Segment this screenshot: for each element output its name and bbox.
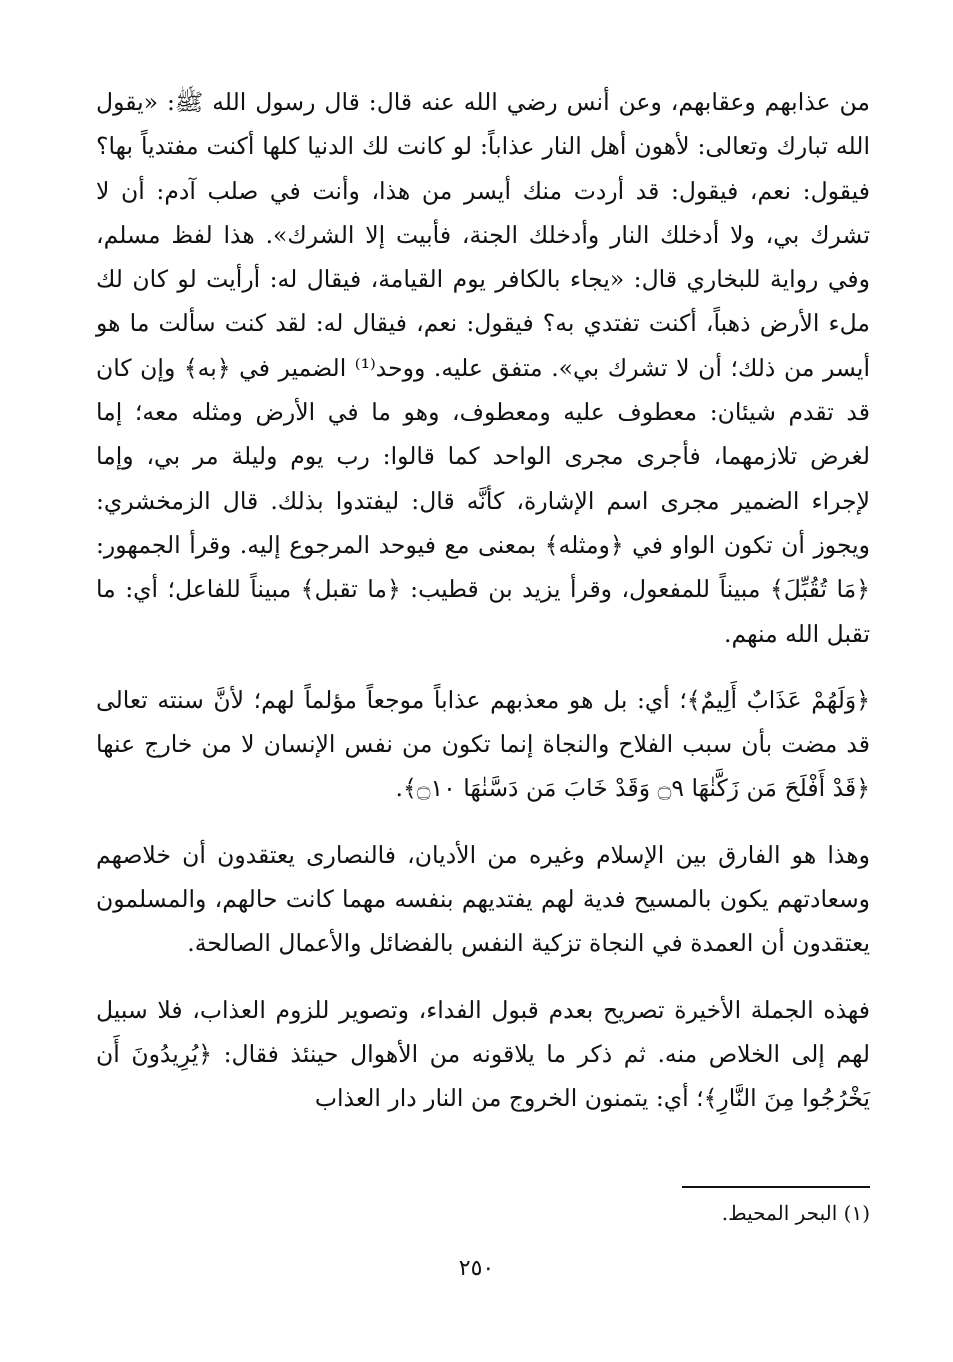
- paragraph-spacer: [96, 811, 870, 833]
- paragraph-religions-difference: وهذا هو الفارق بين الإسلام وغيره من الأديان، فالنصارى يعتقدون أن خلاصهم وسعادتهم يكون بالمسيح فدية لهم يفتديهم بنفسه مهما كانت حالهم، والمسلمون يعتقدون أن العمدة في النجاة تزكية النفس بالفضائل والأعمال الصالحة.: [96, 840, 870, 958]
- paragraph-painful-punishment: ﴿وَلَهُمْ عَذَابٌ أَلِيمٌ﴾؛ أي: بل هو معذبهم عذاباً موجعاً مؤلماً لهم؛ لأنَّ سنته تعالى قد مضت بأن سبب الفلاح والنجاة إنما تكون من نفس الإنسان لا من خارج عنها ﴿قَدْ أَفْلَحَ مَن زَكَّنٰهَا ۝٩ وَقَدْ خَابَ مَن دَسَّنٰهَا ۝١٠﴾.: [96, 685, 870, 803]
- footnote-marker: (١): [843, 1201, 870, 1225]
- footnote: [96, 1198, 870, 1228]
- footnote-text: البحر المحيط.: [721, 1201, 838, 1225]
- footnote-divider: [682, 1186, 870, 1188]
- paragraph-spacer: [96, 966, 870, 988]
- page-body: [96, 80, 870, 1121]
- paragraph-hadith-commentary: من عذابهم وعقابهم، وعن أنس رضي الله عنه قال: قال رسول الله ﷺ: «يقول الله تبارك وتعالى: لأهون أهل النار عذاباً: لو كانت لك الدنيا كلها أكنت مفتدياً بها؟ فيقول: نعم، فيقول: قد أردت منك أيسر من هذا، وأنت في صلب آدم: أن لا تشرك بي، ولا أدخلك النار وأدخلك الجنة، فأبيت إلا الشرك». هذا لفظ مسلم، وفي رواية للبخاري قال: «يجاء بالكافر يوم القيامة، فيقال له: أرأيت لو كان لك ملء الأرض ذهباً، أكنت تفتدي به؟ فيقول: نعم، فيقال له: لقد كنت سألت ما هو أيسر من ذلك؛ أن لا تشرك بي». متفق عليه. ووحد⁽¹⁾ الضمير في ﴿به﴾ وإن كان قد تقدم شيئان: معطوف عليه ومعطوف، وهو ما في الأرض ومثله معه؛ إما لغرض تلازمهما، فأجرى مجرى الواحد كما قالوا: رب يوم وليلة مر بي، وإما لإجراء الضمير مجرى اسم الإشارة، كأنَّه قال: ليفتدوا بذلك. قال الزمخشري: ويجوز أن تكون الواو في ﴿ومثله﴾ بمعنى مع فيوحد المرجوع إليه. وقرأ الجمهور: ﴿مَا تُقُبِّلَ﴾ مبيناً للمفعول، وقرأ يزيد بن قطيب: ﴿ما تقبل﴾ مبيناً للفاعل؛ أي: ما تقبل الله منهم.: [96, 88, 870, 648]
- page-number: ٢٥٠: [458, 1256, 495, 1281]
- paragraph-spacer: [96, 656, 870, 678]
- paragraph-no-ransom: فهذه الجملة الأخيرة تصريح بعدم قبول الفداء، وتصوير للزوم العذاب، فلا سبيل لهم إلى الخلاص منه. ثم ذكر ما يلاقونه من الأهوال حينئذ فقال: ﴿يُرِيدُونَ أَن يَخْرُجُوا مِنَ النَّارِ﴾؛ أي: يتمنون الخروج من النار دار العذاب: [96, 995, 870, 1113]
